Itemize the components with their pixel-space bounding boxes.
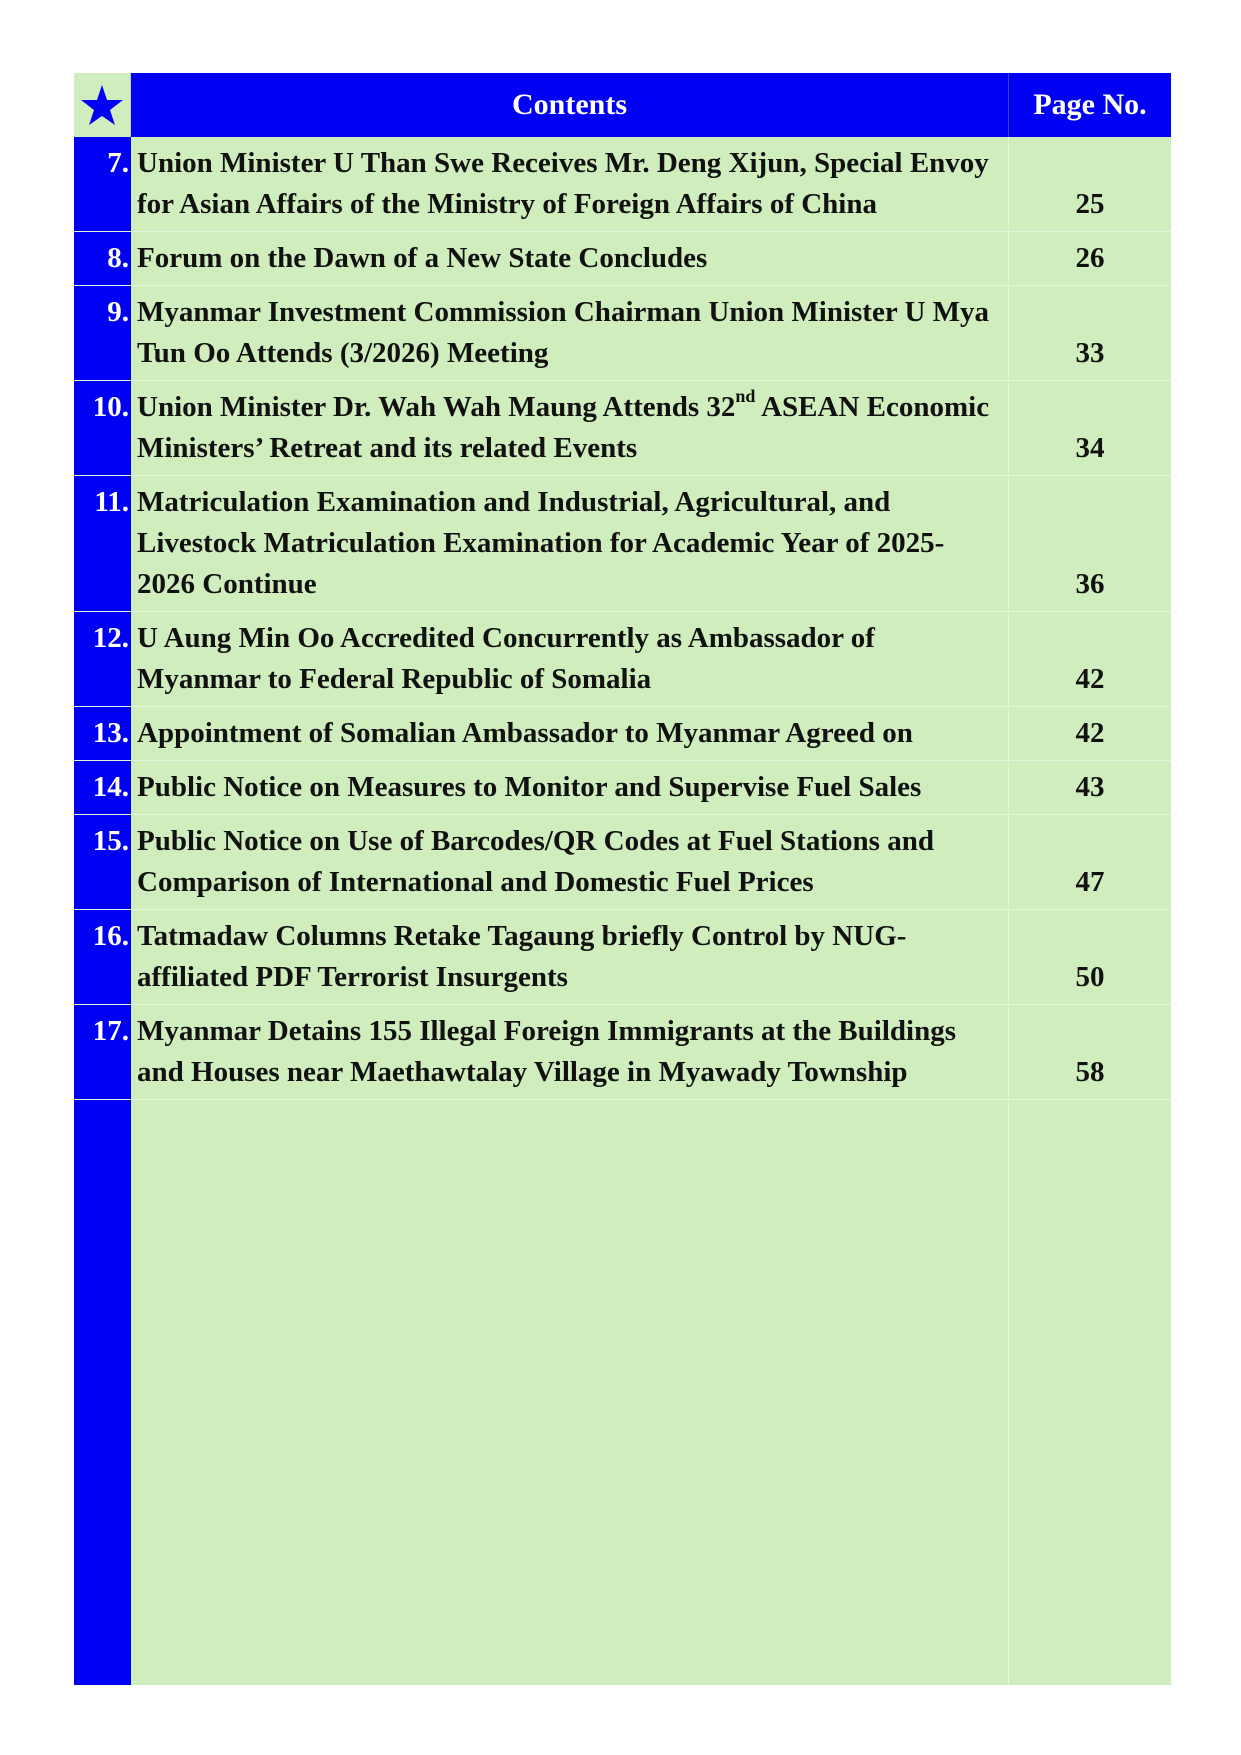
entry-number: 11. xyxy=(74,476,131,611)
entry-title-part: ASEAN Economic Ministers’ Retreat and its related Events xyxy=(137,391,990,464)
entry-number: 9. xyxy=(74,286,131,380)
entry-page: 42 xyxy=(1008,707,1171,760)
entry-page: 34 xyxy=(1008,381,1171,475)
entry-page: 58 xyxy=(1008,1005,1171,1099)
entry-page: 26 xyxy=(1008,232,1171,285)
entry-title: Tatmadaw Columns Retake Tagaung briefly Control by NUG-affiliated PDF Terrorist Insurgents xyxy=(137,920,907,993)
entry-title: Public Notice on Measures to Monitor and Supervise Fuel Sales xyxy=(137,771,922,803)
header-star-cell xyxy=(74,73,131,137)
superscript-suffix: nd xyxy=(735,386,756,406)
entry-page: 25 xyxy=(1008,137,1171,231)
entry-number: 15. xyxy=(74,815,131,909)
entry-page: 33 xyxy=(1008,286,1171,380)
toc-entry xyxy=(74,815,1171,910)
entry-number: 14. xyxy=(74,761,131,814)
entry-page: 42 xyxy=(1008,612,1171,706)
toc-entry xyxy=(74,761,1171,815)
entry-title: U Aung Min Oo Accredited Concurrently as Ambassador of Myanmar to Federal Republic of Somalia xyxy=(137,622,875,695)
entry-number: 10. xyxy=(74,381,131,475)
toc-entry xyxy=(74,381,1171,476)
toc-entry xyxy=(74,232,1171,286)
entry-number: 12. xyxy=(74,612,131,706)
number-column-filler xyxy=(74,1100,131,1685)
entries-list xyxy=(74,137,1171,1100)
toc-entry xyxy=(74,612,1171,707)
entry-title: Public Notice on Use of Barcodes/QR Codes at Fuel Stations and Comparison of International and Domestic Fuel Prices xyxy=(137,825,934,898)
entry-number: 13. xyxy=(74,707,131,760)
toc-entry xyxy=(74,707,1171,761)
entry-title-part: Union Minister Dr. Wah Wah Maung Attends 32 xyxy=(137,391,736,423)
header-page-no: Page No. xyxy=(1008,73,1171,137)
toc-entry xyxy=(74,286,1171,381)
entry-title: Appointment of Somalian Ambassador to Myanmar Agreed on xyxy=(137,717,913,749)
contents-table xyxy=(74,73,1171,1685)
entry-title: Myanmar Detains 155 Illegal Foreign Immigrants at the Buildings and Houses near Maethawtalay Village in Myawady Township xyxy=(137,1015,956,1088)
entry-number: 7. xyxy=(74,137,131,231)
entry-title xyxy=(131,381,1008,475)
entry-page: 43 xyxy=(1008,761,1171,814)
entry-page: 47 xyxy=(1008,815,1171,909)
entry-number: 8. xyxy=(74,232,131,285)
toc-entry xyxy=(74,476,1171,612)
entry-title: Matriculation Examination and Industrial, Agricultural, and Livestock Matriculation Examination for Academic Year of 2025-2026 Continue xyxy=(137,486,945,600)
page-column-filler xyxy=(1008,1100,1171,1685)
toc-entry xyxy=(74,1005,1171,1100)
entry-page: 36 xyxy=(1008,476,1171,611)
entry-number: 17. xyxy=(74,1005,131,1099)
star-icon xyxy=(80,83,124,127)
entry-title: Forum on the Dawn of a New State Concludes xyxy=(137,242,708,274)
title-column-filler xyxy=(131,1100,1008,1685)
entry-number: 16. xyxy=(74,910,131,1004)
entry-title: Union Minister U Than Swe Receives Mr. Deng Xijun, Special Envoy for Asian Affairs of the Ministry of Foreign Affairs of China xyxy=(137,147,989,220)
entry-page: 50 xyxy=(1008,910,1171,1004)
entry-title: Myanmar Investment Commission Chairman Union Minister U Mya Tun Oo Attends (3/2026) Meeting xyxy=(137,296,990,369)
toc-entry xyxy=(74,137,1171,232)
header-contents: Contents xyxy=(131,73,1008,137)
toc-entry xyxy=(74,910,1171,1005)
